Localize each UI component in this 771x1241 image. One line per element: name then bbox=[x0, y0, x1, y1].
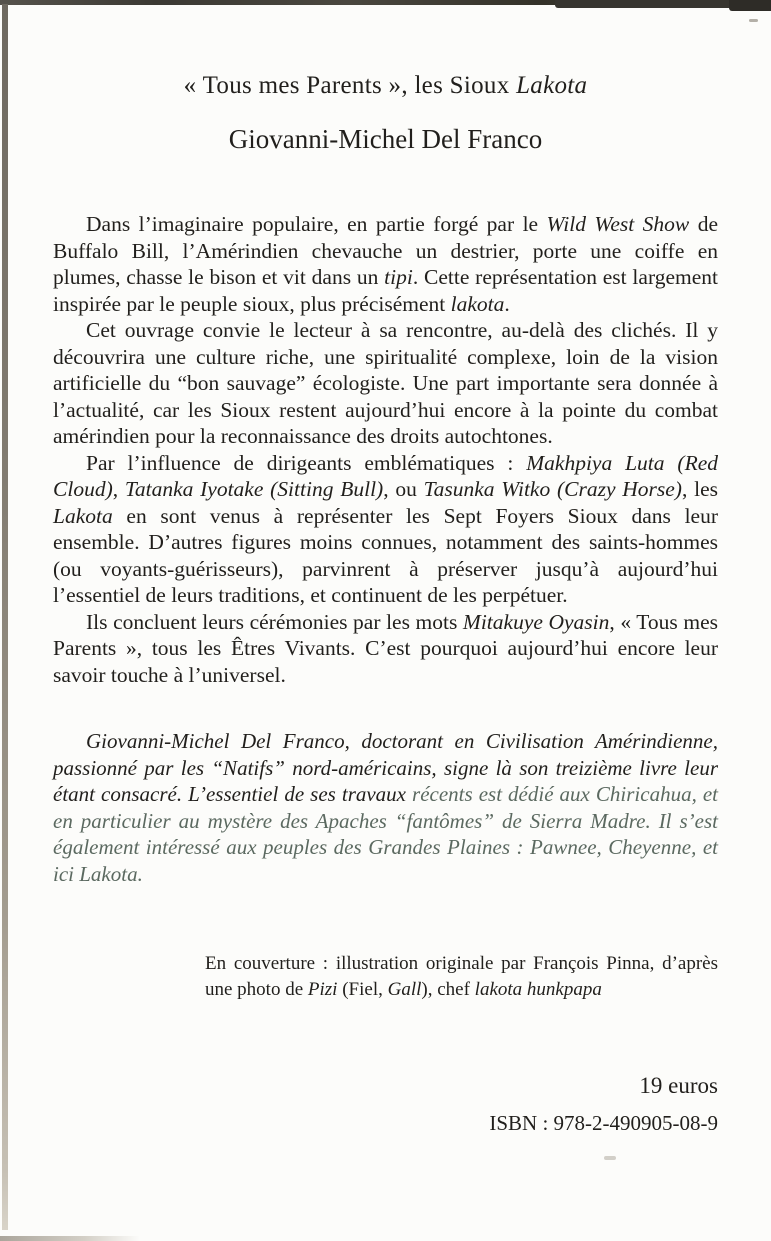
synopsis-paragraph-1: Dans l’imaginaire populaire, en partie forgé par le Wild West Show de Buffalo Bill, l’Amérindien chevauche un destrier, porte une coiffe en plumes, chasse le bison et vit dans un tipi. Cette représentation est largement inspirée par le peuple sioux, plus précisément lakota. bbox=[53, 212, 718, 316]
isbn: ISBN : 978-2-490905-08-9 bbox=[489, 1111, 718, 1135]
scan-edge-top-corner bbox=[729, 0, 771, 11]
cover-content bbox=[0, 72, 771, 1136]
scan-edge-top-bump bbox=[555, 0, 745, 8]
scan-speck bbox=[604, 1156, 616, 1160]
scan-edge-bottom bbox=[0, 1236, 140, 1241]
author-bio: Giovanni-Michel Del Franco, doctorant en Civilisation Amérindienne, passionné par les “Natifs” nord-américains, signe là son treizième livre leur étant consacré. L’essentiel de ses travaux récents est dédié aux Chiricahua, et en particulier au mystère des Apaches “fantômes” de Sierra Madre. Il s’est également intéressé aux peuples des Grandes Plaines : Pawnee, Cheyenne, et ici Lakota. bbox=[53, 729, 718, 886]
cover-illustration-credit: En couverture : illustration originale par François Pinna, d’après une photo de Pizi (Fiel, Gall), chef lakota hunkpapa bbox=[205, 953, 718, 1000]
book-title: « Tous mes Parents », les Sioux Lakota bbox=[183, 72, 588, 99]
synopsis-paragraph-3: Par l’influence de dirigeants emblématiques : Makhpiya Luta (Red Cloud), Tatanka Iyotake (Sitting Bull), ou Tasunka Witko (Crazy Horse), les Lakota en sont venus à représenter les Sept Foyers Sioux dans leur ensemble. D’autres figures moins connues, notamment des saints-hommes (ou voyants-guérisseurs), parvinrent à préserver jusqu’à aujourd’hui l’essentiel de leurs traditions, et continuent de les perpétuer. bbox=[53, 450, 718, 607]
synopsis-paragraph-2: Cet ouvrage convie le lecteur à sa rencontre, au-delà des clichés. Il y découvrira une culture riche, une spiritualité complexe, loin de la vision artificielle du “bon sauvage” écologiste. Une part importante sera donnée à l’actualité, car les Sioux restent aujourd’hui encore à la pointe du combat amérindien pour la reconnaissance des droits autochtones. bbox=[53, 318, 718, 448]
synopsis-paragraph-4: Ils concluent leurs cérémonies par les mots Mitakuye Oyasin, « Tous mes Parents », tous les Êtres Vivants. C’est pourquoi aujourd’hui encore leur savoir touche à l’universel. bbox=[53, 609, 718, 687]
scan-speck bbox=[749, 19, 758, 22]
price: 19 euros bbox=[639, 1073, 718, 1098]
synopsis bbox=[53, 211, 718, 688]
book-author: Giovanni-Michel Del Franco bbox=[228, 124, 543, 154]
